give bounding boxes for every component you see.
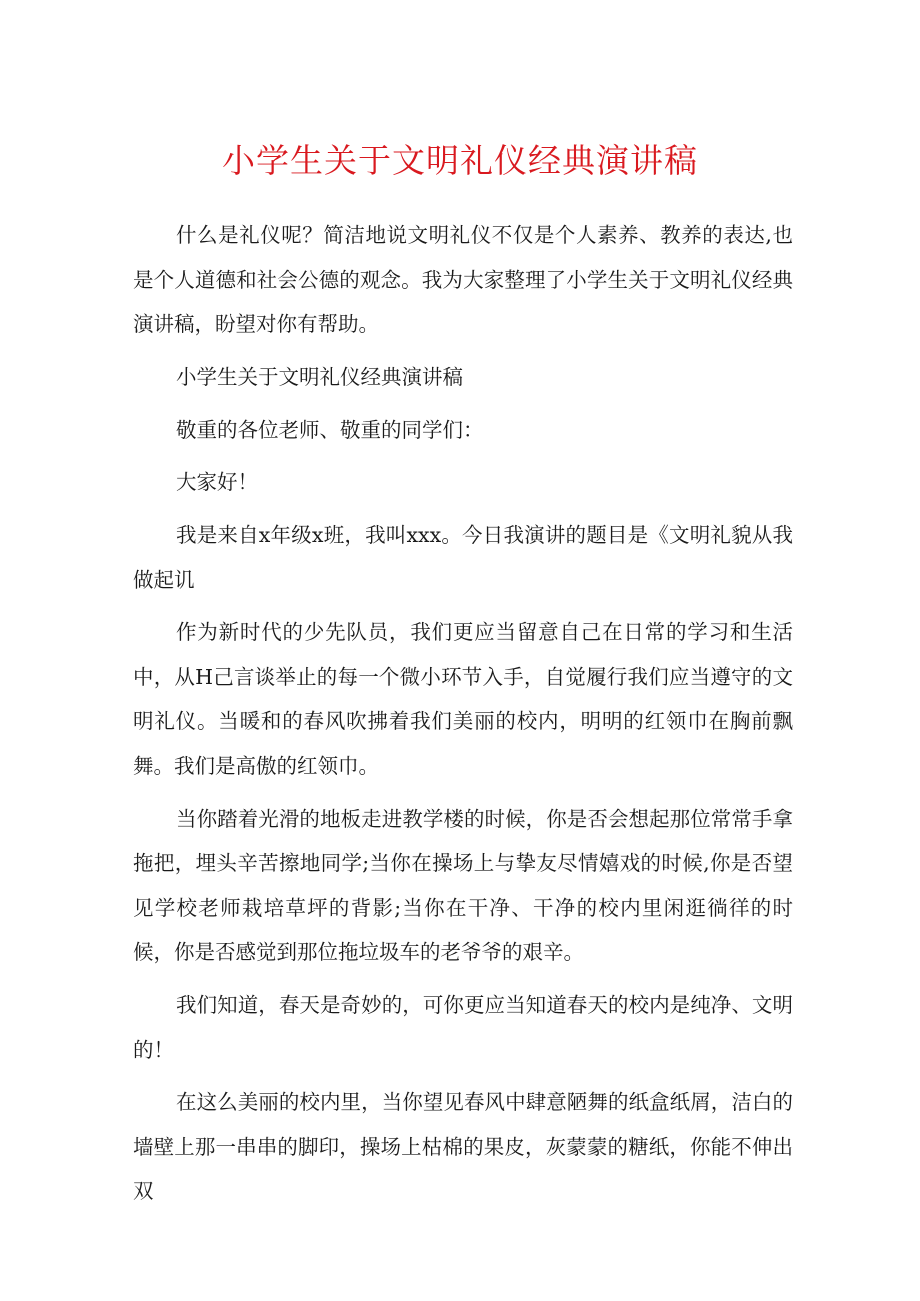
paragraph-intro: 什么是礼仪呢？简洁地说文明礼仪不仅是个人素养、教养的表达,也是个人道德和社会公德的观念。我为大家整理了小学生关于文明礼仪经典演讲稿，盼望对你有帮助。 <box>133 223 793 336</box>
paragraph-litter: 在这么美丽的校内里，当你望见春风中肆意陋舞的纸盒纸屑，洁白的墙壁上那一串串的脚印，操场上枯棉的果皮，灰蒙蒙的糖纸，你能不伸出双 <box>133 1090 793 1204</box>
paragraph-salutation: 敬重的各位老师、敬重的同学们： <box>176 417 484 442</box>
paragraph-subtitle: 小学生关于文明礼仪经典演讲稿 <box>176 364 463 389</box>
paragraph-self-introduction: 我是来自x年级x班，我叫xxx。今日我演讲的题目是《文明礼貌从我做起讥 <box>133 523 793 592</box>
paragraph-campus-workers: 当你踏着光滑的地板走进教学楼的时候，你是否会想起那位常常手拿拖把，埋头辛苦擦地同学;当你在操场上与挚友尽情嬉戏的时候,你是否望见学校老师栽培草坪的背影;当你在干净、干净的校内里闲逛徜徉的时候，你是否感觉到那位拖垃圾车的老爷爷的艰辛。 <box>133 806 793 965</box>
document-title: 小学生关于文明礼仪经典演讲稿 <box>222 141 698 180</box>
paragraph-young-pioneers: 作为新时代的少先队员，我们更应当留意自己在日常的学习和生活中，从H己言谈举止的每一个微小环节入手，自觉履行我们应当遵守的文明礼仪。当暖和的春风吹拂着我们美丽的校内，明明的红领巾在胸前飘舞。我们是高傲的红领巾。 <box>133 620 793 778</box>
document-body <box>133 213 793 1222</box>
paragraph-greeting: 大家好！ <box>176 470 258 495</box>
paragraph-spring: 我们知道，春天是奇妙的，可你更应当知道春天的校内是纯净、文明的！ <box>133 993 793 1062</box>
